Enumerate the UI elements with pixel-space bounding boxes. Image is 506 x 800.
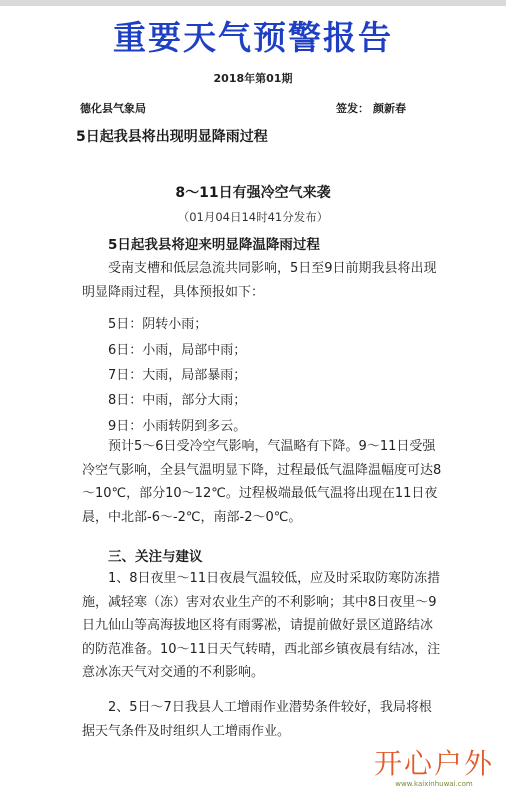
advice-item-1: 1、8日夜里～11日夜晨气温较低，应及时采取防寒防冻措施，减轻寒（冻）害对农业生产的不利影响；其中8日夜里～9日九仙山等高海拔地区将有雨雾凇，请提前做好景区道路结冰的防范准备。10～11日天气转晴，西北部乡镇夜晨有结冰，注意冰冻天气对交通的不利影响。 <box>82 571 441 680</box>
top-edge-strip <box>0 0 506 6</box>
report-headline: 5日起我县将出现明显降雨过程 <box>76 129 268 145</box>
advice-item-2: 2、5日～7日我县人工增雨作业潜势条件较好，我局将根据天气条件及时组织人工增雨作业。 <box>82 700 432 739</box>
section-title: 8～11日有强冷空气来袭 <box>175 185 331 201</box>
document-title: 重要天气预警报告 <box>113 18 393 57</box>
forecast-day-7: 7日：大雨，局部暴雨； <box>108 368 247 383</box>
watermark-logo <box>368 740 500 796</box>
watermark-url: www.kaixinhuwai.com <box>395 780 473 788</box>
forecast-day-5: 5日：阴转小雨； <box>108 317 208 332</box>
advice-heading: 三、关注与建议 <box>108 549 203 565</box>
intro-paragraph: 受南支槽和低层急流共同影响，5日至9日前期我县将出现明显降雨过程，具体预报如下： <box>82 261 437 300</box>
forecast-day-8: 8日：中雨，部分大雨； <box>108 393 247 408</box>
issuing-agency: 德化县气象局 <box>80 102 146 115</box>
forecast-day-6: 6日：小雨，局部中雨； <box>108 343 247 358</box>
watermark-text: 开心户外 <box>373 747 494 780</box>
signer-label: 签发： <box>336 102 369 115</box>
section-subheading: 5日起我县将迎来明显降温降雨过程 <box>108 237 320 253</box>
signer-line <box>336 100 410 116</box>
forecast-day-9: 9日：小雨转阴到多云。 <box>108 419 247 434</box>
release-time: （01月04日14时41分发布） <box>177 210 329 224</box>
issue-number: 2018年第01期 <box>213 72 293 85</box>
signer-name: 颜新春 <box>373 102 406 115</box>
cold-air-paragraph: 预计5～6日受冷空气影响，气温略有下降。9～11日受强冷空气影响，全县气温明显下降，过程最低气温降温幅度可达8～10℃，部分10～12℃。过程极端最低气温将出现在11日夜晨，中北部-6～-2℃，南部-2～0℃。 <box>82 439 442 525</box>
